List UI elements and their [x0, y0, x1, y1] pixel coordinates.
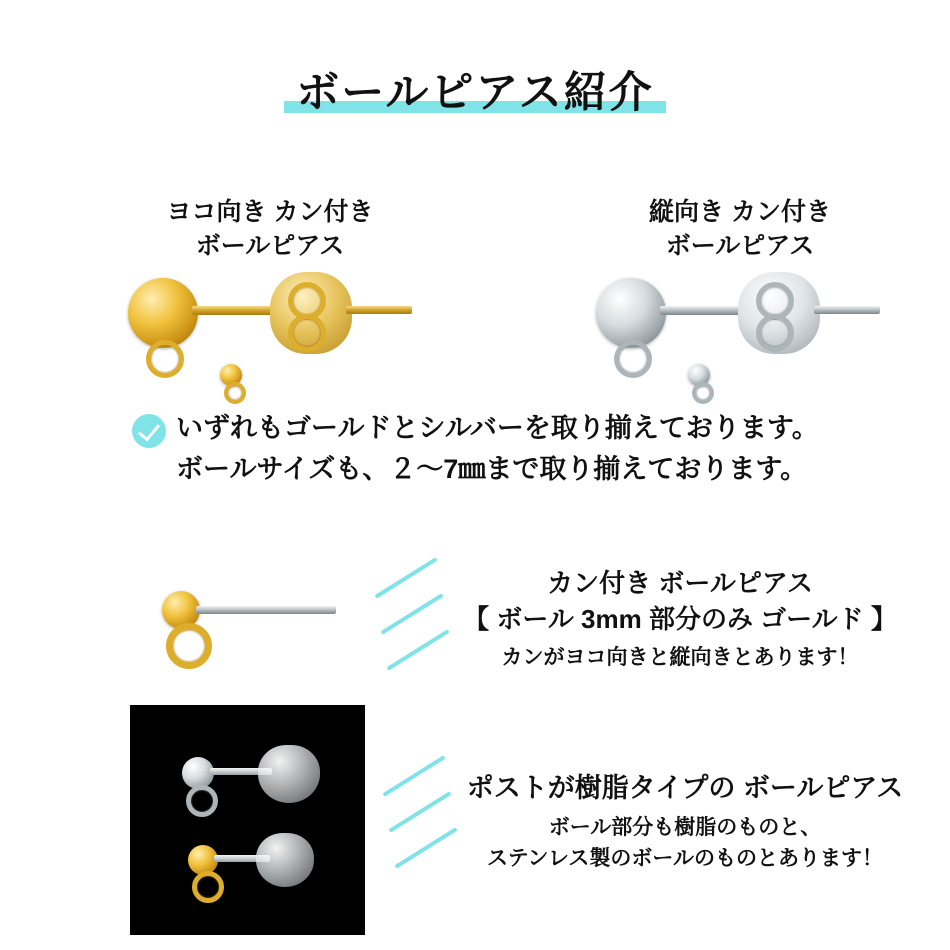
product-label-left [110, 196, 430, 264]
page-title [0, 70, 950, 117]
tate-silver-ball-earring-photo [578, 258, 918, 408]
product-label-right [580, 196, 900, 264]
page-title-text: ボールピアス紹介 [296, 69, 654, 117]
product-label-right-line2: ボールピアス [665, 231, 815, 260]
silver-small-ring-icon [692, 382, 714, 404]
mid-line-3: カンがヨコ向きと縦向きとあります！ [501, 645, 859, 669]
yoko-gold-ball-earring-photo [110, 258, 450, 408]
product-label-left-line1: ヨコ向き カン付き [166, 198, 374, 226]
resin-post-ball-earring-photo [130, 705, 365, 935]
gold-ball-3mm-earring-photo [140, 565, 370, 685]
resin-steel-ring-icon [186, 785, 218, 817]
product-label-right-line1: 縦向き カン付き [649, 198, 831, 226]
mid-line-1: カン付き ボールピアス [547, 568, 813, 598]
bottom-line-2: ボール部分も樹脂のものと、 [548, 815, 822, 839]
check-note-text [176, 408, 819, 489]
silver-ring-icon [614, 340, 652, 378]
bottom-section-text [430, 770, 940, 875]
gold-ball-icon [128, 278, 198, 348]
mid-steel-post-icon [196, 606, 336, 614]
page-title-inner [284, 70, 665, 117]
bottom-line-3: ステンレス製のボールのものとあります！ [487, 847, 883, 871]
resin-gold-catch-icon [256, 833, 314, 887]
gold-ring-icon [146, 340, 184, 378]
check-note-block [132, 408, 892, 489]
product-label-left-line2: ボールピアス [195, 231, 345, 260]
silver-catch-post-icon [814, 306, 880, 314]
silver-catch-hole-bottom-icon [756, 314, 794, 352]
mid-gold-ring-icon [166, 623, 212, 669]
check-circle-icon [132, 414, 166, 448]
mid-section-text [420, 565, 940, 673]
bottom-line-1: ポストが樹脂タイプの ボールピアス [466, 773, 904, 803]
resin-gold-ring-icon [192, 871, 224, 903]
gold-catch-post-icon [346, 306, 412, 314]
gold-small-ring-icon [224, 382, 246, 404]
gold-catch-hole-bottom-icon [288, 314, 326, 352]
silver-ball-icon [596, 278, 666, 348]
check-note-line2: ボールサイズも、２〜7㎜まで取り揃えております。 [176, 453, 808, 484]
check-note-line1: いずれもゴールドとシルバーを取り揃えております。 [176, 413, 819, 443]
check-note-row [132, 408, 892, 489]
mid-line-2: 【 ボール 3mm 部分のみ ゴールド 】 [463, 604, 897, 635]
resin-clear-catch-icon [258, 745, 320, 803]
